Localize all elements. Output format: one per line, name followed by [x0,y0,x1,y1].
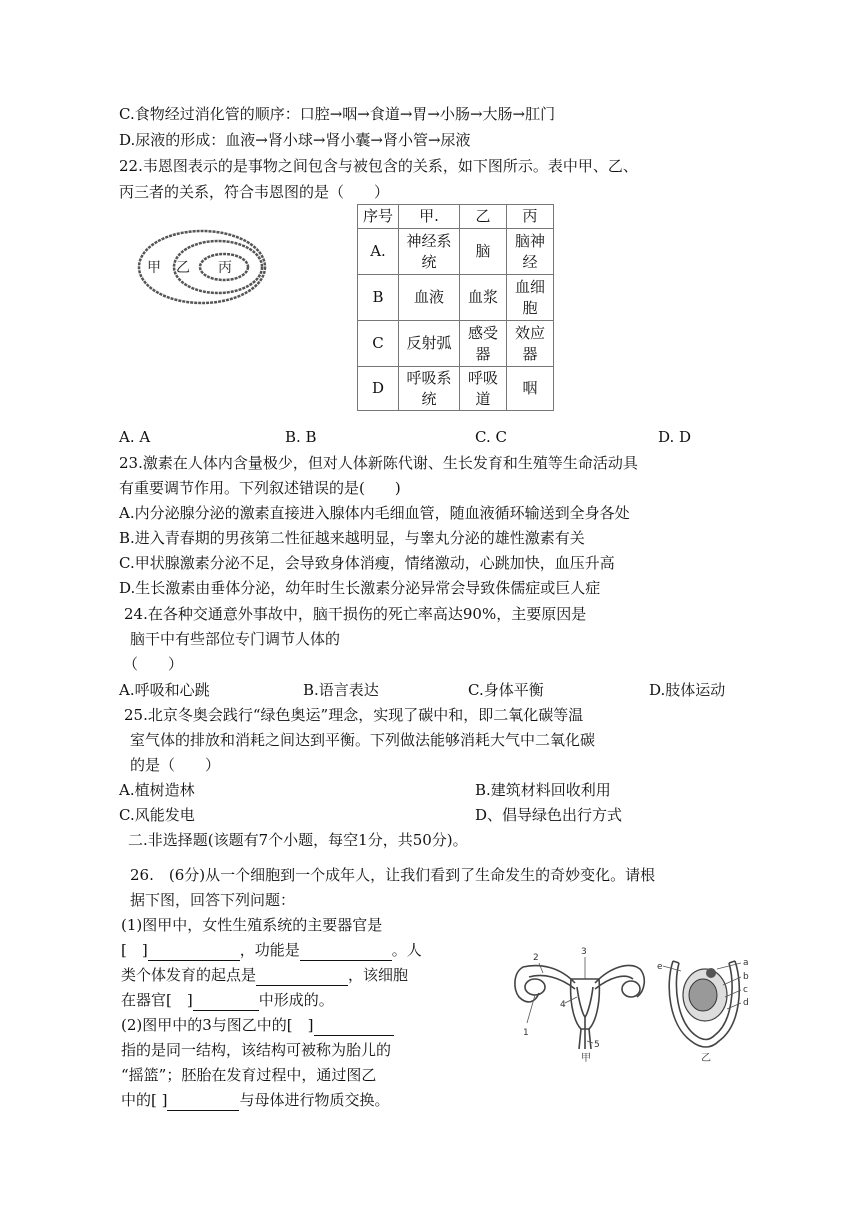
table-row [358,367,554,411]
q22-option-a: A. A [119,428,151,446]
q21-option-c: C.食物经过消化管的顺序：口腔→咽→食道→胃→小肠→大肠→肛门 [119,105,556,123]
table-header: 丙 [507,205,554,229]
answer-blank[interactable] [256,968,348,986]
q22-table [357,204,554,411]
caption-yi: 乙 [701,1053,711,1064]
q24-stem-line3: （ ） [123,655,184,673]
q25-stem-line3: 的是（ ） [130,756,221,774]
q25-stem-line1: 25.北京冬奥会践行“绿色奥运”理念，实现了碳中和，即二氧化碳等温 [124,706,584,724]
q24-option-b: B.语言表达 [303,681,379,699]
answer-blank[interactable] [300,943,392,961]
q25-option-a: A.植树造林 [119,781,195,799]
q26-part2-line4 [121,1089,390,1111]
table-cell: 血液 [399,275,460,321]
figure-jia-uterus [515,965,644,1049]
q23-option-d: D.生长激素由垂体分泌，幼年时生长激素分泌异常会导致侏儒症或巨人症 [119,579,601,597]
q26-stem-line1: 26. (6分)从一个细胞到一个成年人，让我们看到了生命发生的奇妙变化。请根 [130,866,656,884]
table-cell: 效应器 [507,321,554,367]
table-cell: 血浆 [460,275,507,321]
inline-text: 类个体发育的起点是 [121,966,257,984]
q24-option-c: C.身体平衡 [468,681,544,699]
q26-part2-line1 [121,1014,394,1036]
table-header: 序号 [358,205,399,229]
table-cell: 脑 [460,229,507,275]
section-heading: 二.非选择题(该题有7个小题，每空1分，共50分)。 [128,831,468,849]
q21-option-d: D.尿液的形成：血液→肾小球→肾小囊→肾小管→尿液 [119,131,471,149]
table-row [358,321,554,367]
table-cell: A. [358,229,399,275]
inline-text: ，该细胞 [348,966,409,984]
table-cell: D [358,367,399,411]
q22-option-b: B. B [285,428,317,446]
q23-option-b: B.进入青春期的男孩第二性征越来越明显，与睾丸分泌的雄性激素有关 [119,529,585,547]
q25-option-c: C.风能发电 [119,806,195,824]
table-header: 甲. [399,205,460,229]
answer-blank[interactable] [314,1018,394,1036]
q23-stem-line2: 有重要调节作用。下列叙述错误的是( ) [119,479,401,497]
inline-text: 。人 [391,941,422,959]
q24-option-d: D.肢体运动 [649,681,726,699]
q26-part1-line2 [121,939,422,961]
q26-part1-line4 [121,989,334,1011]
label-jia-3: 3 [581,947,587,957]
answer-blank[interactable] [193,993,259,1011]
bracket-blank[interactable]: [ ] [121,941,148,959]
label-yi-c: c [743,985,748,995]
table-row [358,229,554,275]
q26-part2-line3: “摇篮”；胚胎在发育过程中，通过图乙 [121,1066,377,1084]
label-jia-4: 4 [560,1000,566,1010]
label-jia-2: 2 [533,953,539,963]
table-cell: B [358,275,399,321]
answer-blank[interactable] [167,1093,239,1111]
table-cell: C [358,321,399,367]
q25-option-d: D、倡导绿色出行方式 [475,806,623,824]
q22-stem-line1: 22.韦恩图表示的是事物之间包含与被包含的关系，如下图所示。表中甲、乙、 [119,157,638,175]
q26-part1-line3 [121,964,408,986]
venn-label-jia: 甲 [147,260,161,276]
label-yi-b: b [743,972,749,982]
label-jia-5: 5 [594,1040,600,1050]
q22-option-c: C. C [475,428,507,446]
table-cell: 脑神经 [507,229,554,275]
label-jia-1: 1 [523,1028,529,1038]
table-header: 乙 [460,205,507,229]
table-cell: 血细胞 [507,275,554,321]
label-yi-e: e [657,962,663,972]
label-yi-a: a [743,958,749,968]
table-cell: 感受器 [460,321,507,367]
q25-option-b: B.建筑材料回收利用 [475,781,611,799]
q23-stem-line1: 23.激素在人体内含量极少，但对人体新陈代谢、生长发育和生殖等生命活动具 [119,454,638,472]
q24-stem-line1: 24.在各种交通意外事故中，脑干损伤的死亡率高达90%，主要原因是 [124,605,587,623]
inline-text: ，功能是 [239,941,300,959]
table-cell: 反射弧 [399,321,460,367]
q26-part1-line1: (1)图甲中，女性生殖系统的主要器官是 [121,916,383,934]
q25-stem-line2: 室气体的排放和消耗之间达到平衡。下列做法能够消耗大气中二氧化碳 [130,731,596,749]
q24-stem-line2: 脑干中有些部位专门调节人体的 [130,630,341,648]
q22-stem-line2: 丙三者的关系，符合韦恩图的是（ ） [119,183,390,201]
caption-jia: 甲 [581,1053,591,1064]
figure-yi-fetus [683,968,727,1021]
venn-diagram [136,228,270,308]
answer-blank[interactable] [148,943,240,961]
table-cell: 咽 [507,367,554,411]
q23-option-a: A.内分泌腺分泌的激素直接进入腺体内毛细血管，随血液循环输送到全身各处 [119,504,630,522]
q26-part2-line2: 指的是同一结构，该结构可被称为胎儿的 [121,1041,392,1059]
table-cell: 神经系统 [399,229,460,275]
table-row [358,275,554,321]
q22-option-d: D. D [658,428,692,446]
inline-text: 与母体进行物质交换。 [239,1091,390,1109]
inline-text: 中形成的。 [258,991,334,1009]
bracket-blank[interactable]: 在器官[ ] [121,991,193,1009]
table-cell: 呼吸系统 [399,367,460,411]
q23-option-c: C.甲状腺激素分泌不足，会导致身体消瘦，情绪激动，心跳加快，血压升高 [119,554,615,572]
q24-option-a: A.呼吸和心跳 [119,681,210,699]
bracket-blank[interactable]: 中的[ ] [121,1091,168,1109]
inline-text: (2)图甲中的3与图乙中的[ ] [121,1016,314,1034]
venn-label-yi: 乙 [176,260,190,276]
venn-label-bing: 丙 [218,260,232,276]
q26-stem-line2: 据下图，回答下列问题： [130,891,296,909]
reproductive-figure [505,945,770,1065]
label-yi-d: d [743,998,749,1008]
table-cell: 呼吸道 [460,367,507,411]
